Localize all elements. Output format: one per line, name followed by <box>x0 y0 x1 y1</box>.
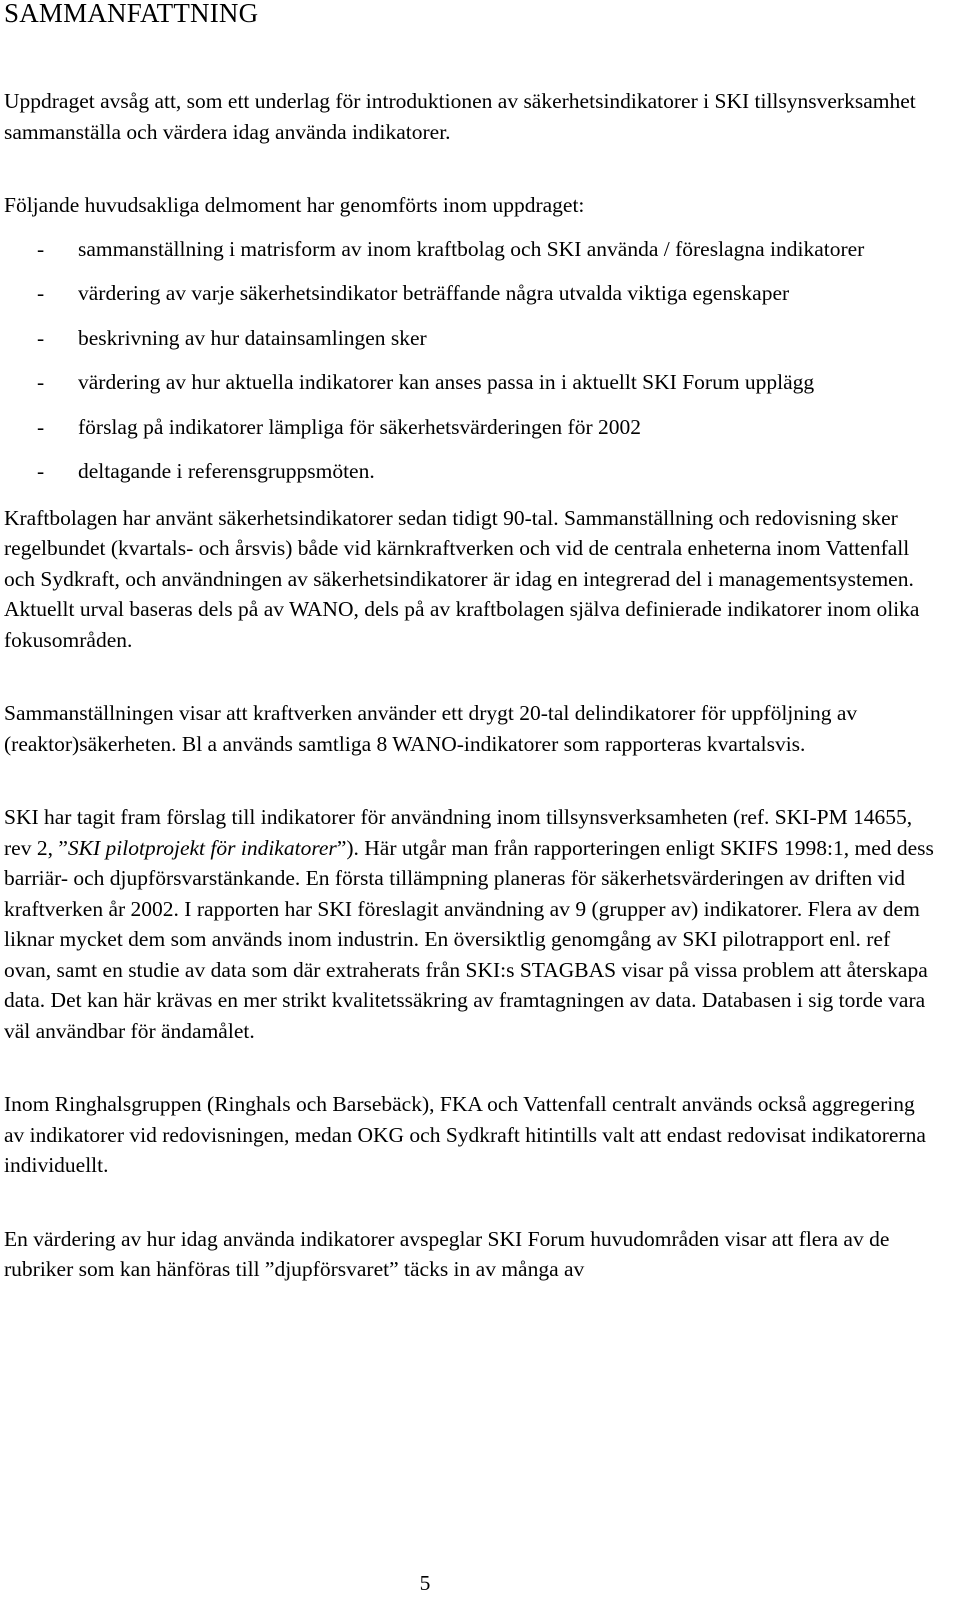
lead-paragraph: Följande huvudsakliga delmoment har genomförts inom uppdraget: <box>4 193 585 217</box>
document-page <box>4 0 934 1285</box>
list-item <box>4 323 934 354</box>
intro-paragraph: Uppdraget avsåg att, som ett underlag för introduktionen av säkerhetsindikatorer i SKI tillsynsverksamhet sammanställa och värdera idag använda indikatorer. <box>4 89 916 144</box>
list-item <box>4 367 934 398</box>
bullet-dash: - <box>37 236 45 261</box>
list-item-text: beskrivning av hur datainsamlingen sker <box>78 325 427 350</box>
bullet-dash: - <box>37 370 45 394</box>
section-heading: SAMMANFATTNING <box>4 0 259 28</box>
bullet-dash: - <box>37 325 45 350</box>
paragraph-ringhalsgruppen: Inom Ringhalsgruppen (Ringhals och Barsebäck), FKA och Vattenfall centralt används också aggregering av indikatorer vid redovisningen, medan OKG och Sydkraft hitintills valt att endast redovisat indikatorerna individuellt. <box>4 1092 926 1177</box>
bullet-dash: - <box>37 281 45 305</box>
list-item-text: förslag på indikatorer lämpliga för säkerhetsvärderingen för 2002 <box>78 414 641 439</box>
bullet-dash: - <box>37 414 45 439</box>
list-item-text: värdering av varje säkerhetsindikator beträffande några utvalda viktiga egenskaper <box>78 281 790 305</box>
bullet-dash: - <box>37 459 45 483</box>
page-number: 5 <box>419 1571 431 1595</box>
paragraph-vardering: En värdering av hur idag använda indikatorer avspeglar SKI Forum huvudområden visar att flera av de rubriker som kan hänföras till ”djupförsvaret” täcks in av många av <box>4 1226 890 1281</box>
list-item <box>4 412 934 443</box>
paragraph-kraftbolagen: Kraftbolagen har använt säkerhetsindikatorer sedan tidigt 90-tal. Sammanställning och redovisning sker regelbundet (kvartals- och årsvis) både vid kärnkraftverken och vid de centrala enheterna inom Vattenfall och Sydkraft, och användningen av säkerhetsindikatorer är idag en integrerad del i managementsystemen. Aktuellt urval baseras dels på av WANO, dels på av kraftbolagen själva definierade indikatorer inom olika fokusområden. <box>4 505 920 652</box>
list-item-text: värdering av hur aktuella indikatorer kan anses passa in i aktuellt SKI Forum upplägg <box>78 370 815 394</box>
paragraph-ski-text-start: SKI har tagit fram förslag till indikatorer för användning inom tillsynsverksamheten (ref. SKI-PM 14655, rev 2, ” <box>4 805 913 860</box>
list-item <box>4 278 934 309</box>
paragraph-sammanstallningen: Sammanställningen visar att kraftverken använder ett drygt 20-tal delindikatorer för uppföljning av (reaktor)säkerheten. Bl a används samtliga 8 WANO-indikatorer som rapporteras kvartalsvis. <box>4 701 858 756</box>
task-list <box>4 234 934 487</box>
report-title-italic: SKI pilotprojekt för indikatorer <box>67 835 337 860</box>
paragraph-ski-text-end: ”). Här utgår man från rapporteringen enligt SKIFS 1998:1, med dess barriär- och djupförsvarstänkande. En första tillämpning planeras för säkerhetsvärderingen av driften vid kraftverken år 2002. I rapporten har SKI föreslagit användning av 9 (grupper av) indikatorer. Flera av dem liknar mycket dem som används inom industrin. En översiktlig genomgång av SKI pilotrapport enl. ref ovan, samt en studie av data som där extraherats från SKI:s STAGBAS visar på vissa problem att återskapa data. Det kan här krävas en mer strikt kvalitetssäkring av framtagningen av data. Databasen i sig torde vara väl användbar för ändamålet. <box>4 835 934 1043</box>
list-item-text: sammanställning i matrisform av inom kraftbolag och SKI använda / föreslagna indikatorer <box>78 236 865 261</box>
list-item-text: deltagande i referensgruppsmöten. <box>78 459 375 483</box>
paragraph-ski-forslag <box>4 802 934 1046</box>
list-item <box>4 234 934 265</box>
list-item <box>4 456 934 487</box>
